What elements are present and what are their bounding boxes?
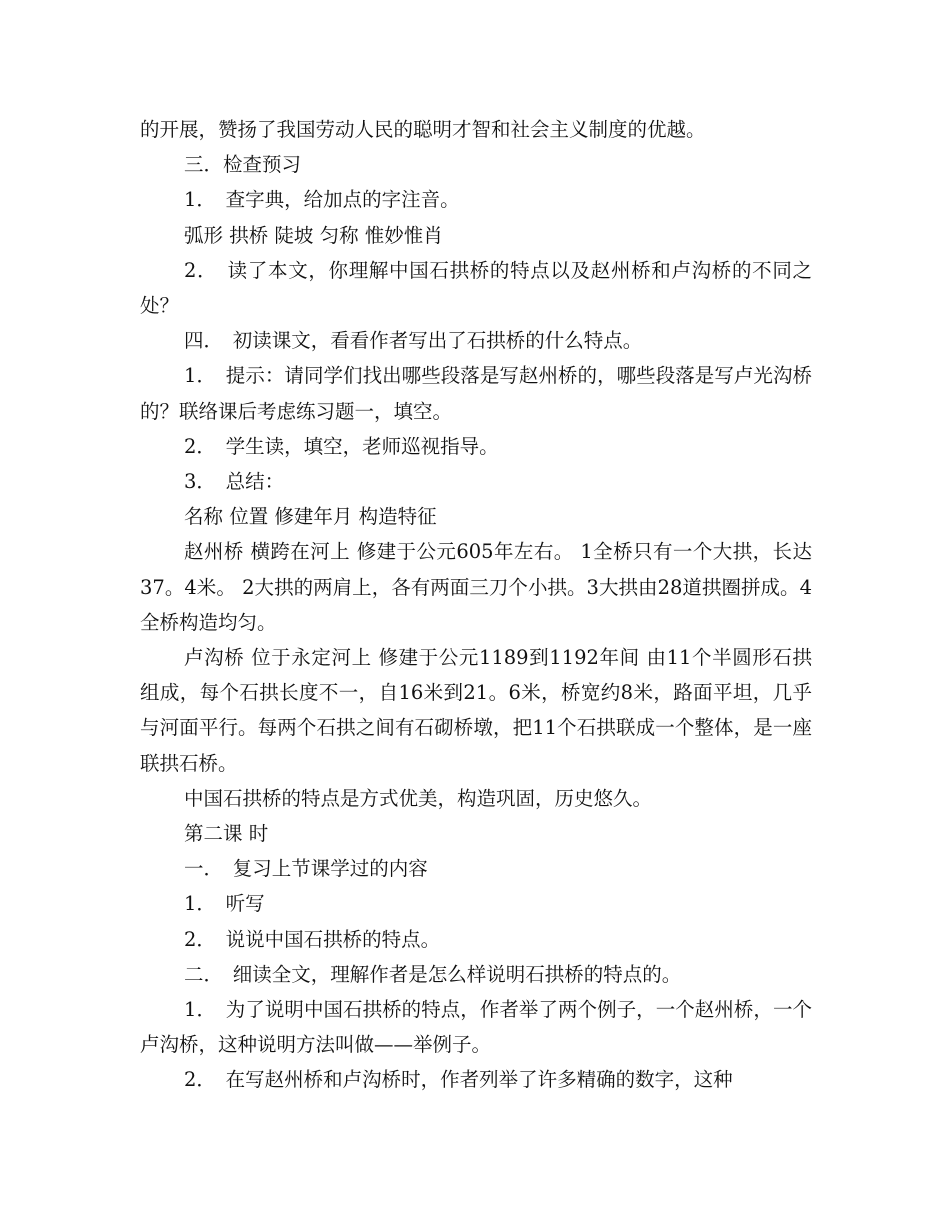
zhaozhou-bridge-summary: 赵州桥 横跨在河上 修建于公元605年左右。 1全桥只有一个大拱，长达37。4米。 2大拱的两肩上，各有两面三刀个小拱。3大拱由28道拱圈拼成。4全桥构造均匀。 (140, 540, 812, 634)
section-heading-review: 一． 复习上节课学过的内容 (184, 857, 428, 881)
list-item: 1． 听写 (184, 892, 265, 916)
list-item: 2． 说说中国石拱桥的特点。 (184, 927, 441, 951)
list-item: 1． 为了说明中国石拱桥的特点，作者举了两个例子，一个赵州桥，一个卢沟桥，这种说明方法叫做——举例子。 (140, 998, 812, 1057)
section-heading-close-reading: 二． 细读全文，理解作者是怎么样说明石拱桥的特点的。 (184, 962, 682, 986)
document-body (140, 112, 812, 1098)
lugou-bridge-summary: 卢沟桥 位于永定河上 修建于公元1189到1192年间 由11个半圆形石拱组成，每个石拱长度不一，自16米到21。6米，桥宽约8米，路面平坦，几乎与河面平行。每两个石拱之间有石砌桥墩，把11个石拱联成一个整体，是一座联拱石桥。 (140, 646, 812, 775)
lesson-heading-second: 第二课 时 (184, 822, 269, 846)
list-item: 3． 总结： (184, 470, 285, 494)
list-item: 1． 提示：请同学们找出哪些段落是写赵州桥的，哪些段落是写卢光沟桥的？联络课后考虑练习题一，填空。 (140, 364, 812, 423)
summary-header-line: 名称 位置 修建年月 构造特征 (184, 505, 437, 529)
section-heading-preview-check: 三．检查预习 (184, 153, 302, 177)
paragraph: 中国石拱桥的特点是方式优美，构造巩固，历史悠久。 (184, 786, 653, 810)
list-item: 2． 读了本文，你理解中国石拱桥的特点以及赵州桥和卢沟桥的不同之处？ (140, 258, 812, 318)
vocabulary-line: 弧形 拱桥 陡坡 匀称 惟妙惟肖 (184, 223, 443, 247)
paragraph: 的开展，赞扬了我国劳动人民的聪明才智和社会主义制度的优越。 (140, 118, 706, 141)
section-heading-first-reading: 四． 初读课文，看看作者写出了石拱桥的什么特点。 (184, 329, 643, 353)
list-item: 2． 学生读，填空，老师巡视指导。 (184, 434, 499, 458)
list-item: 2． 在写赵州桥和卢沟桥时，作者列举了许多精确的数字，这种 (184, 1068, 733, 1092)
list-item: 1． 查字典，给加点的字注音。 (184, 188, 460, 212)
